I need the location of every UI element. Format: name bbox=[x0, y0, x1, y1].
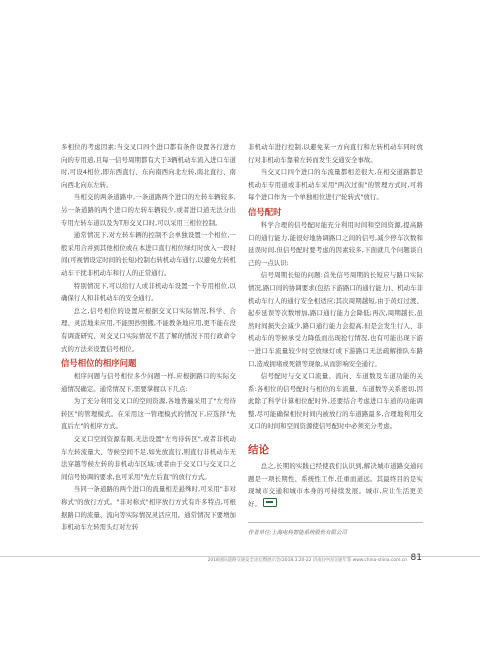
paragraph bbox=[248, 460, 423, 510]
paragraph: 当同一条道路的两个进口的流量相差悬殊时,可采用"非对称式"的放行方式。"非对称式"相序放行方式有许多特点,可根据路口的流量、流向等实际情况灵活应用。通常情况下要增加非机动车左转需头灯对左转 bbox=[61, 485, 236, 532]
paragraph: 特别情况下,可以给行人或非机动车设置一个专用相位,以确保行人和非机动车的安全通行。 bbox=[61, 281, 236, 303]
conclusion-text: 总之,长期的实践已经使我们认识到,解决城市道路交通问题是一项长期性、系统性工作,任重而道远。其最终目的是实现城市交通和城市本身的可持续发展。城市,应让生活更美好。 bbox=[248, 462, 423, 508]
paragraph: 信号周期长短的问题:首先信号周期的长短应与路口实际情况,路口间的协调要求(包括下游路口的通行能力)、机动车非机动车行人的通行安全相适应;其次周期越短,由于黄灯过渡、起步延误等次数增加,路口通行能力会降低;再次,周期越长,虽然时间损失会减少,路口通行能力会提高,但是会发生行人、非机动车的等候承受力降低而出现抢行情况,也有可能出现下游一进口车流量较少时空放绿灯或下游路口无法疏解排队车路口,造成拥堵或死锁等现象,从而影响安全通行。 bbox=[248, 271, 423, 368]
right-column bbox=[248, 141, 423, 510]
end-of-article-icon bbox=[263, 498, 277, 507]
left-column bbox=[61, 141, 236, 534]
paragraph: 当相交的两条道路中,一条道路两个进口的左转车辆较多,另一条道路的两个进口的左转车辆较少,或者进口道无法分出专用左转车道以及为T形交叉口时,可以采用三相位控制。 bbox=[61, 193, 236, 227]
page-number: 81 bbox=[410, 553, 422, 563]
paragraph: 交叉口空间资源有限,无法设置"左弯待转区",或者非机动车左转流量大、等候空间不足,如先放直行,则直行非机动车无法穿越等候左转的非机动车区域;或者由于交叉口与交叉口之间信号协调的要求,也可采用"先左后直"的放行方式。 bbox=[61, 435, 236, 481]
footer-info: 2018国际道路交通安全论坛暨展示会(2018.3.20-22 济南)|中国交通年鉴 www.china-shina.com.cn bbox=[207, 558, 407, 563]
paragraph: 为了充分利用交叉口的空间资源,各地普遍采用了"左弯待转区"的管理模式。在采用这一管理模式的情况下,应选择"先直后左"的相序方式。 bbox=[61, 397, 236, 431]
paragraph: 相序问题与信号相位多少问题一样,应根据路口的实际交通情况确定。通常情况下,需要掌握以下几点: bbox=[61, 372, 236, 393]
section-heading: 信号配时 bbox=[248, 206, 282, 217]
paragraph: 通常情况下,对左转车辆的控制不会单独设置一个相位,一般采用合并到其他相位或在本进口直行相位绿灯时放入一段时间(可视情设定时间的长短)控制右转机动车通行,以避免左转机动车干扰非机动车和行人的正常通行。 bbox=[61, 231, 236, 277]
conclusion-heading: 结论 bbox=[248, 444, 269, 457]
author-affiliation: 作者单位:上海电科智能系统股份有限公司 bbox=[248, 522, 423, 536]
paragraph: 非机动车进行控制,以避免某一方向直行和左转机动车同时放行对非机动车靠着左转而发生交通安全事故。 bbox=[248, 143, 423, 164]
paragraph: 当交叉口四个进口的车流量都相差很大,在相交道路都是机动车专用道或非机动车采用"两次过街"的管理方式时,可将每个进口作为一个单独相位进行"轮转式"放行。 bbox=[248, 168, 423, 202]
paragraph: 科学合理的信号配时能充分利用时间和空间资源,提高路口的通行能力,能很好地协调路口之间的信号,减少停车次数和延误时间,但信号配时要考虑的因素较多,下面就几个问题谈自己的一点认识: bbox=[248, 220, 423, 267]
paragraph: 信号配时与交叉口流量、流向、车道数及车道功能的关系:各相位的信号配时与相位的车流量、车道数等关系密切,因此除了科学计算相位配时外,还要结合考虑进口车道的功能调整,尽可能确保相位时间内被放行的车道路最多,合理地利用交叉口的时间和空间资源使信号配时中必须充分考虑。 bbox=[248, 372, 423, 431]
section-heading: 信号相位的相序问题 bbox=[61, 358, 137, 369]
paragraph: 多相位的考虑因素;当交叉口四个进口都有条件设置各行进方向的专用道,且每一信号周期都有大于3辆机动车流入进口车道时,可设4相位,即东西直行、东向南西向北左转,南北直行、南向西北向东左转。 bbox=[61, 143, 236, 189]
paragraph: 总之,信号相位的设置应根据交叉口实际情况,科学、合理、灵活地来应用,不能照抄照搬,不能教条地应用,更不能在没有调查研究、对交叉口实际情况不甚了解的情况下用行政命令式的方法来设置信号相位。 bbox=[61, 306, 236, 353]
